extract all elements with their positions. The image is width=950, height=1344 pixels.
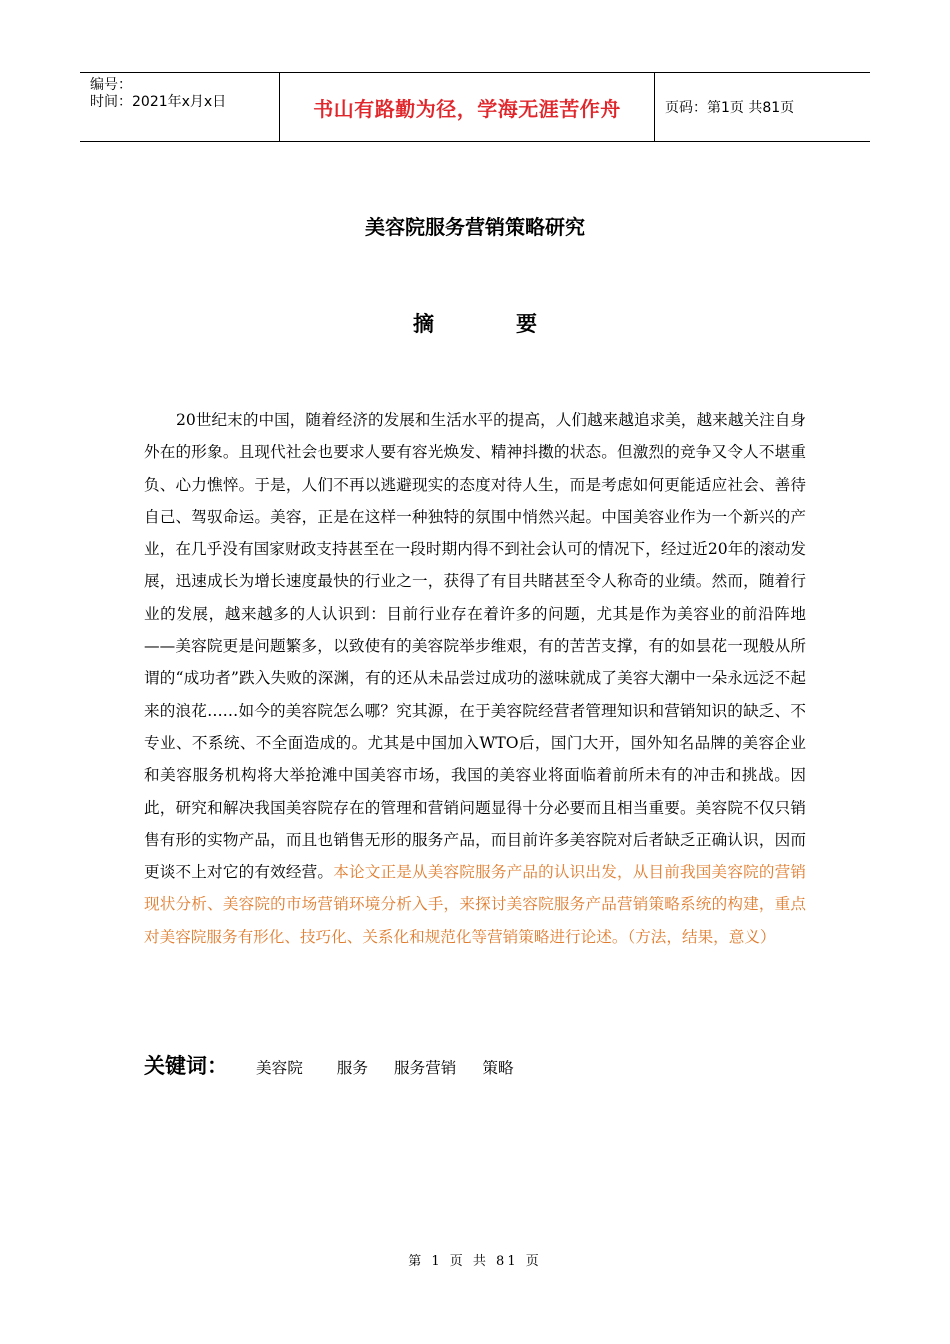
abstract-body [144,404,806,953]
header-page-info: 页码：第1页 共81页 [665,100,795,116]
document-header [80,72,870,142]
keyword-item: 服务 [336,1059,368,1077]
page-footer: 第 1 页 共 81 页 [408,1254,542,1269]
header-meta-cell [80,73,280,141]
keyword-item: 服务营销 [394,1059,457,1077]
keyword-item: 策略 [482,1059,514,1077]
abstract-heading-char-2: 要 [516,312,537,336]
keywords-row [144,1050,548,1080]
abstract-heading [0,308,950,338]
abstract-heading-char-1: 摘 [413,312,434,336]
keyword-item: 美容院 [256,1059,303,1077]
number-label: 编号： [90,77,132,93]
abstract-highlight-text: 本论文正是从美容院服务产品的认识出发，从目前我国美容院的营销现状分析、美容院的市场营销环境分析入手，来探讨美容院服务产品营销策略系统的构建，重点对美容院服务有形化、技巧化、关系化和规范化等营销策略进行论述。（方法，结果，意义） [144,863,806,946]
document-title: 美容院服务营销策略研究 [365,215,585,239]
time-label: 时间：2021年x月x日 [90,94,227,110]
header-motto: 书山有路勤为径，学海无涯苦作舟 [280,73,655,141]
abstract-body-text: 20世纪末的中国，随着经济的发展和生活水平的提高，人们越来越追求美，越来越关注自身外在的形象。且现代社会也要求人要有容光焕发、精神抖擞的状态。但激烈的竞争又令人不堪重负、心力憔悴。于是，人们不再以逃避现实的态度对待人生，而是考虑如何更能适应社会、善待自己、驾驭命运。美容，正是在这样一种独特的氛围中悄然兴起。中国美容业作为一个新兴的产业，在几乎没有国家财政支持甚至在一段时期内得不到社会认可的情况下，经过近20年的滚动发展，迅速成长为增长速度最快的行业之一，获得了有目共睹甚至令人称奇的业绩。然而，随着行业的发展，越来越多的人认识到：目前行业存在着许多的问题，尤其是作为美容业的前沿阵地——美容院更是问题繁多，以致使有的美容院举步维艰，有的苦苦支撑，有的如昙花一现般从所谓的“成功者”跌入失败的深渊，有的还从未品尝过成功的滋味就成了美容大潮中一朵永远泛不起来的浪花……如今的美容院怎么哪？究其源，在于美容院经营者管理知识和营销知识的缺乏、不专业、不系统、不全面造成的。尤其是中国加入WTO后，国门大开，国外知名品牌的美容企业和美容服务机构将大举抢滩中国美容市场，我国的美容业将面临着前所未有的冲击和挑战。因此，研究和解决我国美容院存在的管理和营销问题显得十分必要而且相当重要。美容院不仅只销售有形的实物产品，而且也销售无形的服务产品，而目前许多美容院对后者缺乏正确认识，因而更谈不上对它的有效经营。 [144,411,806,882]
keywords-label: 关键词： [144,1054,228,1078]
